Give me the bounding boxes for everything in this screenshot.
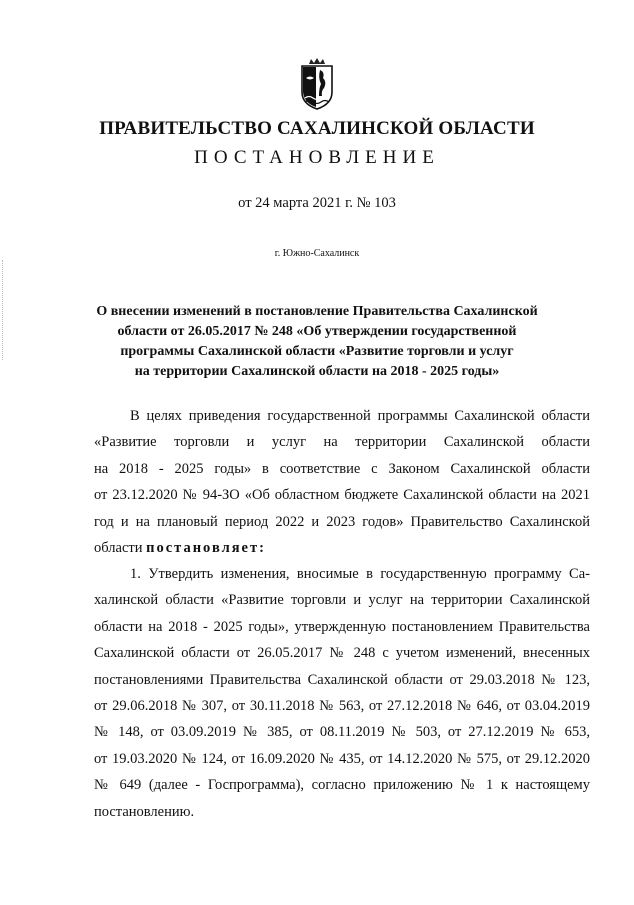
scan-margin-marks: [2, 260, 5, 360]
paragraph-line: постановлениями Правительства Сахалинской области от 29.03.2018 № 123,: [94, 671, 590, 688]
paragraph-line: 1. Утвердить изменения, вносимые в государственную программу Са-: [130, 566, 590, 582]
subject-line: области от 26.05.2017 № 248 «Об утверждении государственной: [117, 324, 517, 339]
paragraph-line: № 649 (далее - Госпрограмма), согласно приложению № 1 к настоящему: [94, 777, 590, 794]
paragraph-line: [94, 535, 590, 561]
paragraph-line: халинской области «Развитие торговли и услуг на территории Сахалинской: [94, 592, 590, 609]
decree-keyword: постановляет:: [146, 540, 266, 557]
paragraph-line: «Развитие торговли и услуг на территории Сахалинской области: [94, 434, 590, 451]
doc-type-title: ПОСТАНОВЛЕНИЕ: [194, 147, 440, 168]
paragraph-line: год и на плановый период 2022 и 2023 годов» Правительство Сахалинской: [94, 513, 590, 530]
coat-of-arms-icon: [298, 58, 336, 110]
paragraph-line: № 148, от 03.09.2019 № 385, от 08.11.2019 № 503, от 27.12.2019 № 653,: [94, 724, 590, 741]
decree-date-number: от 24 марта 2021 г. № 103: [238, 195, 396, 211]
city-name: г. Южно-Сахалинск: [274, 248, 360, 259]
paragraph-line: Сахалинской области от 26.05.2017 № 248 с учетом изменений, внесенных: [94, 645, 590, 662]
decree-subject: [60, 302, 574, 382]
paragraph-line: от 23.12.2020 № 94-ЗО «Об областном бюджете Сахалинской области на 2021: [94, 487, 590, 504]
paragraph-line: от 29.06.2018 № 307, от 30.11.2018 № 563, от 27.12.2018 № 646, от 03.04.2019: [94, 698, 590, 715]
paragraph-line: от 19.03.2020 № 124, от 16.09.2020 № 435, от 14.12.2020 № 575, от 29.12.2020: [94, 750, 590, 767]
preamble-paragraph: [94, 403, 590, 561]
paragraph-line: на 2018 - 2025 годы» в соответствие с Законом Сахалинской области: [94, 460, 590, 477]
paragraph-line: постановлению.: [94, 803, 195, 820]
subject-line: программы Сахалинской области «Развитие торговли и услуг: [120, 344, 514, 359]
item-1-paragraph: [94, 561, 590, 825]
subject-line: на территории Сахалинской области на 2018 - 2025 годы»: [134, 364, 500, 379]
subject-line: О внесении изменений в постановление Правительства Сахалинской: [96, 304, 538, 319]
paragraph-line: области на 2018 - 2025 годы», утвержденную постановлением Правительства: [94, 618, 590, 635]
org-title: ПРАВИТЕЛЬСТВО САХАЛИНСКОЙ ОБЛАСТИ: [99, 118, 535, 139]
paragraph-line: В целях приведения государственной программы Сахалинской области: [130, 408, 590, 424]
paragraph-text: области: [94, 540, 147, 557]
